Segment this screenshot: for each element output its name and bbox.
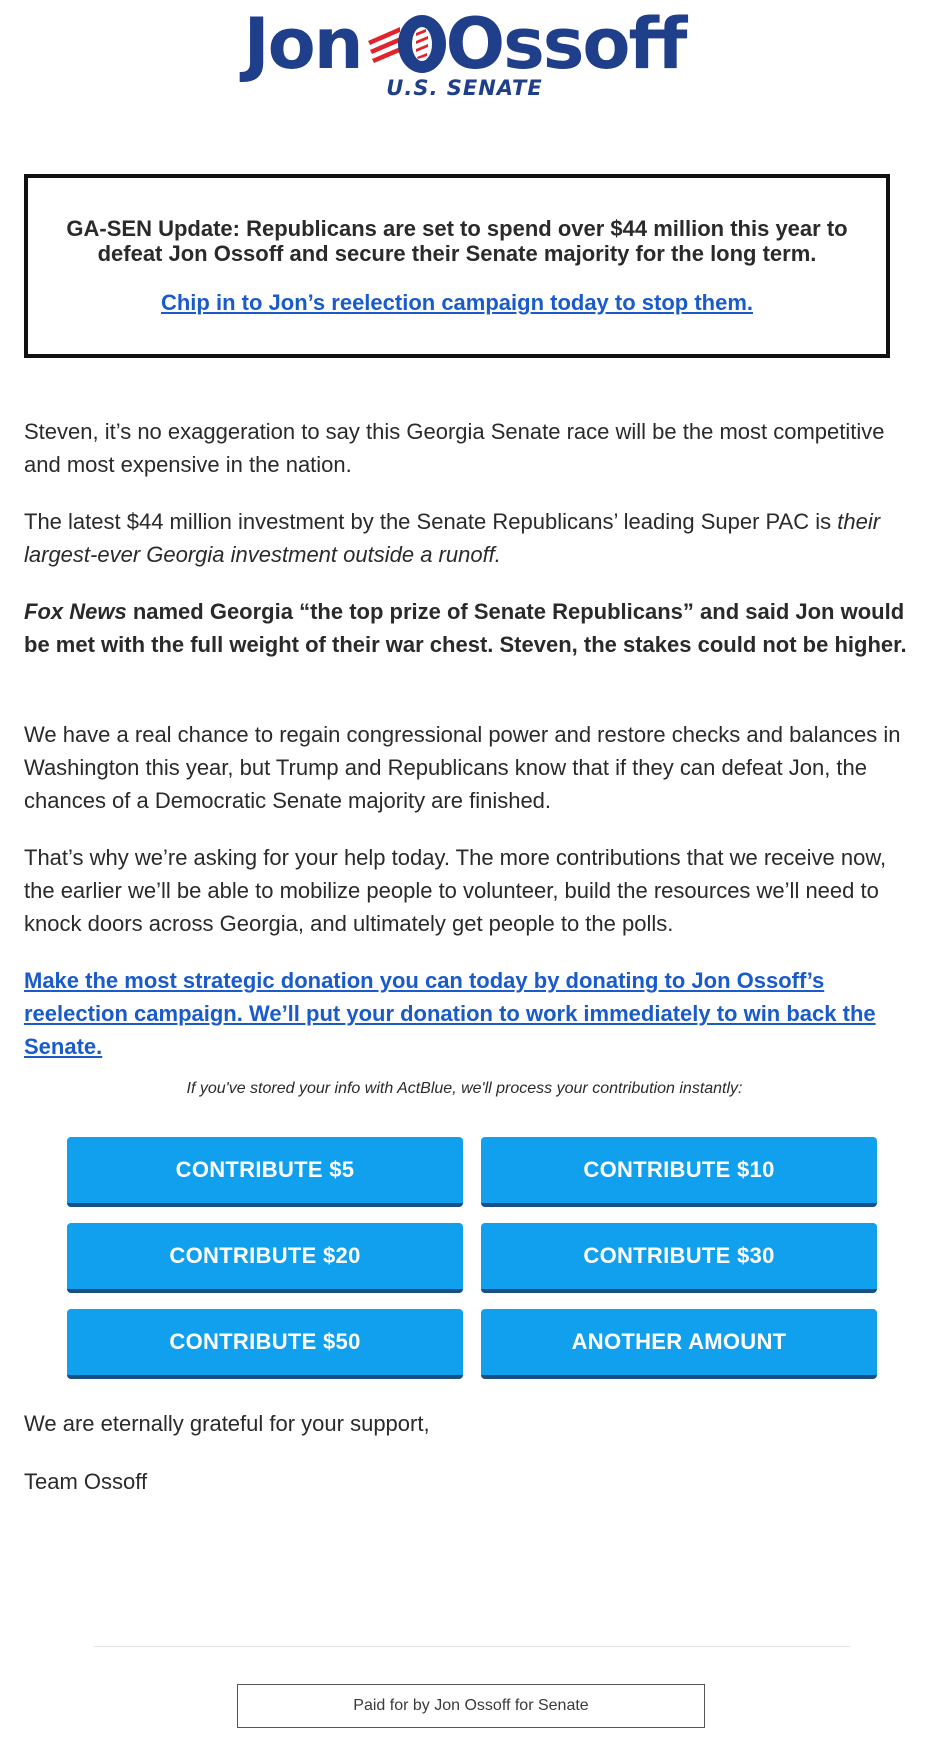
update-callout-box (24, 174, 890, 358)
closing-line: We are eternally grateful for your support, (24, 1411, 430, 1436)
paid-for-disclaimer: Paid for by Jon Ossoff for Senate (237, 1684, 705, 1728)
contribute-10-button[interactable]: CONTRIBUTE $10 (481, 1137, 877, 1207)
logo-subtitle: U.S. SENATE (386, 76, 543, 100)
chip-in-link[interactable]: Chip in to Jon’s reelection campaign today to stop them. (160, 290, 754, 315)
paragraph-fox-news (24, 595, 908, 661)
logo-wordmark (243, 3, 686, 85)
paragraph-investment-lead: The latest $44 million investment by the Senate Republicans’ leading Super PAC is (24, 509, 838, 534)
signature: Team Ossoff (24, 1469, 148, 1494)
paragraph-fox-news-rest: named Georgia “the top prize of Senate Republicans” and said Jon would be met with the full weight of their war chest. Steven, the stakes could not be higher. (24, 599, 907, 657)
actblue-note: If you've stored your info with ActBlue, we'll process your contribution instantly: (186, 1080, 743, 1097)
contribute-20-button[interactable]: CONTRIBUTE $20 (67, 1223, 463, 1293)
logo-last-name: Ossoff (445, 3, 686, 85)
paragraph-chance: We have a real chance to regain congressional power and restore checks and balances in Washington this year, but Trump and Republicans know that if they can defeat Jon, the chances of a Democratic Senate majority are finished. (24, 722, 901, 813)
logo-flag-o-icon (366, 13, 452, 75)
campaign-logo[interactable] (0, 3, 929, 85)
paragraph-investment-italic: their largest-ever Georgia investment outside a runoff. (24, 509, 881, 567)
paragraph-help: That’s why we’re asking for your help today. The more contributions that we receive now, the earlier we’ll be able to mobilize people to volunteer, build the resources we’ll need to knock doors across Georgia, and ultimately get people to the polls. (24, 845, 887, 936)
logo-first-name: Jon (243, 3, 362, 85)
paragraph-investment (24, 505, 908, 571)
contribute-5-button[interactable]: CONTRIBUTE $5 (67, 1137, 463, 1207)
paragraph-intro: Steven, it’s no exaggeration to say this Georgia Senate race will be the most competitive and most expensive in the nation. (24, 419, 885, 477)
contribute-30-button[interactable]: CONTRIBUTE $30 (481, 1223, 877, 1293)
donate-cta-link[interactable]: Make the most strategic donation you can today by donating to Jon Ossoff’s reelection campaign. We’ll put your donation to work immediately to win back the Senate. (24, 968, 876, 1059)
fox-news-source: Fox News (24, 599, 127, 624)
footer-divider (94, 1646, 850, 1647)
another-amount-button[interactable]: ANOTHER AMOUNT (481, 1309, 877, 1379)
contribute-50-button[interactable]: CONTRIBUTE $50 (67, 1309, 463, 1379)
paragraph-cta (24, 964, 908, 1063)
update-headline: GA-SEN Update: Republicans are set to spend over $44 million this year to defeat Jon Ossoff and secure their Senate majority for the long term. (66, 216, 848, 266)
